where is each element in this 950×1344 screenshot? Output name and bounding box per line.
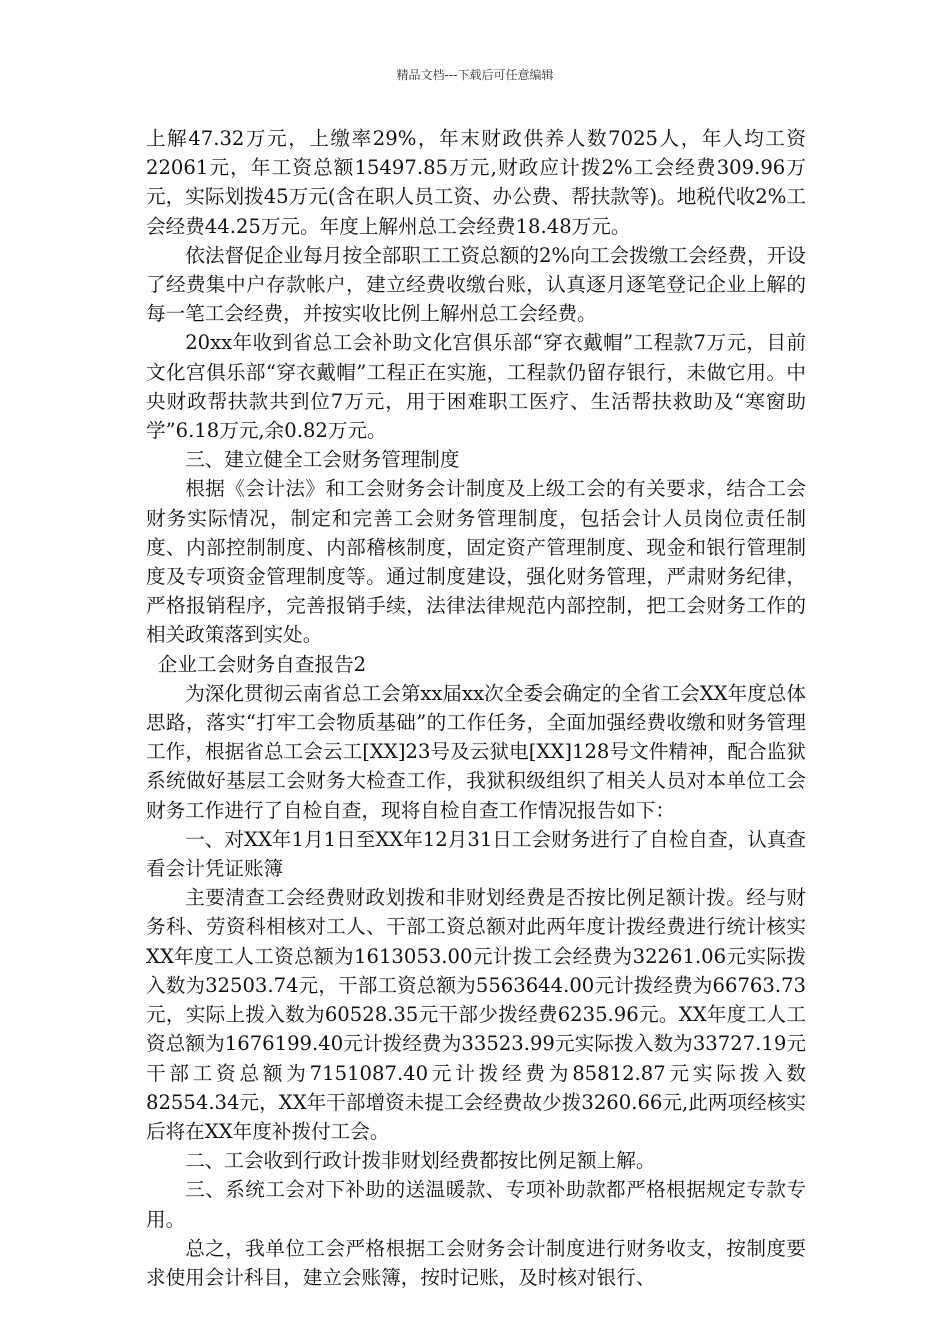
document-body: [146, 124, 806, 1292]
section-heading-1: 一、对XX年1月1日至XX年12月31日工会财务进行了自检自查，认真查看会计凭证账簿: [146, 827, 806, 881]
paragraph-4: 根据《会计法》和工会财务会计制度及上级工会的有关要求，结合工会财务实际情况，制定和完善工会财务管理制度，包括会计人员岗位责任制度、内部控制制度、内部稽核制度，固定资产管理制度、现金和银行管理制度及专项资金管理制度等。通过制度建设，强化财务管理，严肃财务纪律，严格报销程序，完善报销手续，法律法律规范内部控制，把工会财务工作的相关政策落到实处。: [146, 477, 806, 647]
paragraph-6: 主要清查工会经费财政划拨和非财划经费是否按比例足额计拨。经与财务科、劳资科相核对工人、干部工资总额对此两年度计拨经费进行统计核实XX年度工人工资总额为1613053.00元计拨工会经费为32261.06元实际拨入数为32503.74元，干部工资总额为5563644.00元计拨经费为66763.73元，实际上拨入数为60528.35元干部少拨经费6235.96元。XX年度工人工资总额为1676199.40元计拨经费为33523.99元实际拨入数为33727.19元干部工资总额为7151087.40元计拨经费为85812.87元实际拨入数82554.34元，XX年干部增资未提工会经费故少拨3260.66元,此两项经核实后将在XX年度补拨付工会。: [146, 886, 806, 1143]
paragraph-5: 为深化贯彻云南省总工会第xx届xx次全委会确定的全省工会XX年度总体思路，落实“打牢工会物质基础”的工作任务，全面加强经费收缴和财务管理工作，根据省总工会云工[XX]23号及云狱电[XX]128号文件精神，配合监狱系统做好基层工会财务大检查工作，我狱积级组织了相关人员对本单位工会财务工作进行了自检自查，现将自检自查工作情况报告如下：: [146, 681, 806, 822]
paragraph-1: 上解47.32万元，上缴率29%，年末财政供养人数7025人，年人均工资22061元，年工资总额15497.85万元,财政应计拨2%工会经费309.96万元，实际划拨45万元(含在职人员工资、办公费、帮扶款等)。地税代收2%工会经费44.25万元。年度上解州总工会经费18.48万元。: [146, 127, 806, 238]
paragraph-7: 总之，我单位工会严格根据工会财务会计制度进行财务收支，按制度要求使用会计科目，建立会账簿，按时记账，及时核对银行、: [146, 1236, 806, 1289]
section-heading-2: 二、工会收到行政计拨非财划经费都按比例足额上解。: [185, 1149, 656, 1173]
section-heading-3b: 三、系统工会对下补助的送温暖款、专项补助款都严格根据规定专款专用。: [146, 1178, 806, 1231]
paragraph-2: 依法督促企业每月按全部职工工资总额的2%向工会拨缴工会经费，开设了经费集中户存款帐户，建立经费收缴台账，认真逐月逐笔登记企业上解的每一笔工会经费，并按实收比例上解州总工会经费。: [146, 243, 806, 326]
report-title-2: 企业工会财务自查报告2: [157, 652, 367, 676]
paragraph-3: 20xx年收到省总工会补助文化宫俱乐部“穿衣戴帽”工程款7万元，目前文化宫俱乐部“穿衣戴帽”工程正在实施，工程款仍留存银行，未做它用。中央财政帮扶款共到位7万元，用于困难职工医疗、生活帮扶救助及“寒窗助学”6.18万元,余0.82万元。: [146, 331, 806, 443]
page-header: 精品文档---下载后可任意编辑: [396, 68, 554, 82]
section-heading-3: 三、建立健全工会财务管理制度: [185, 448, 460, 472]
